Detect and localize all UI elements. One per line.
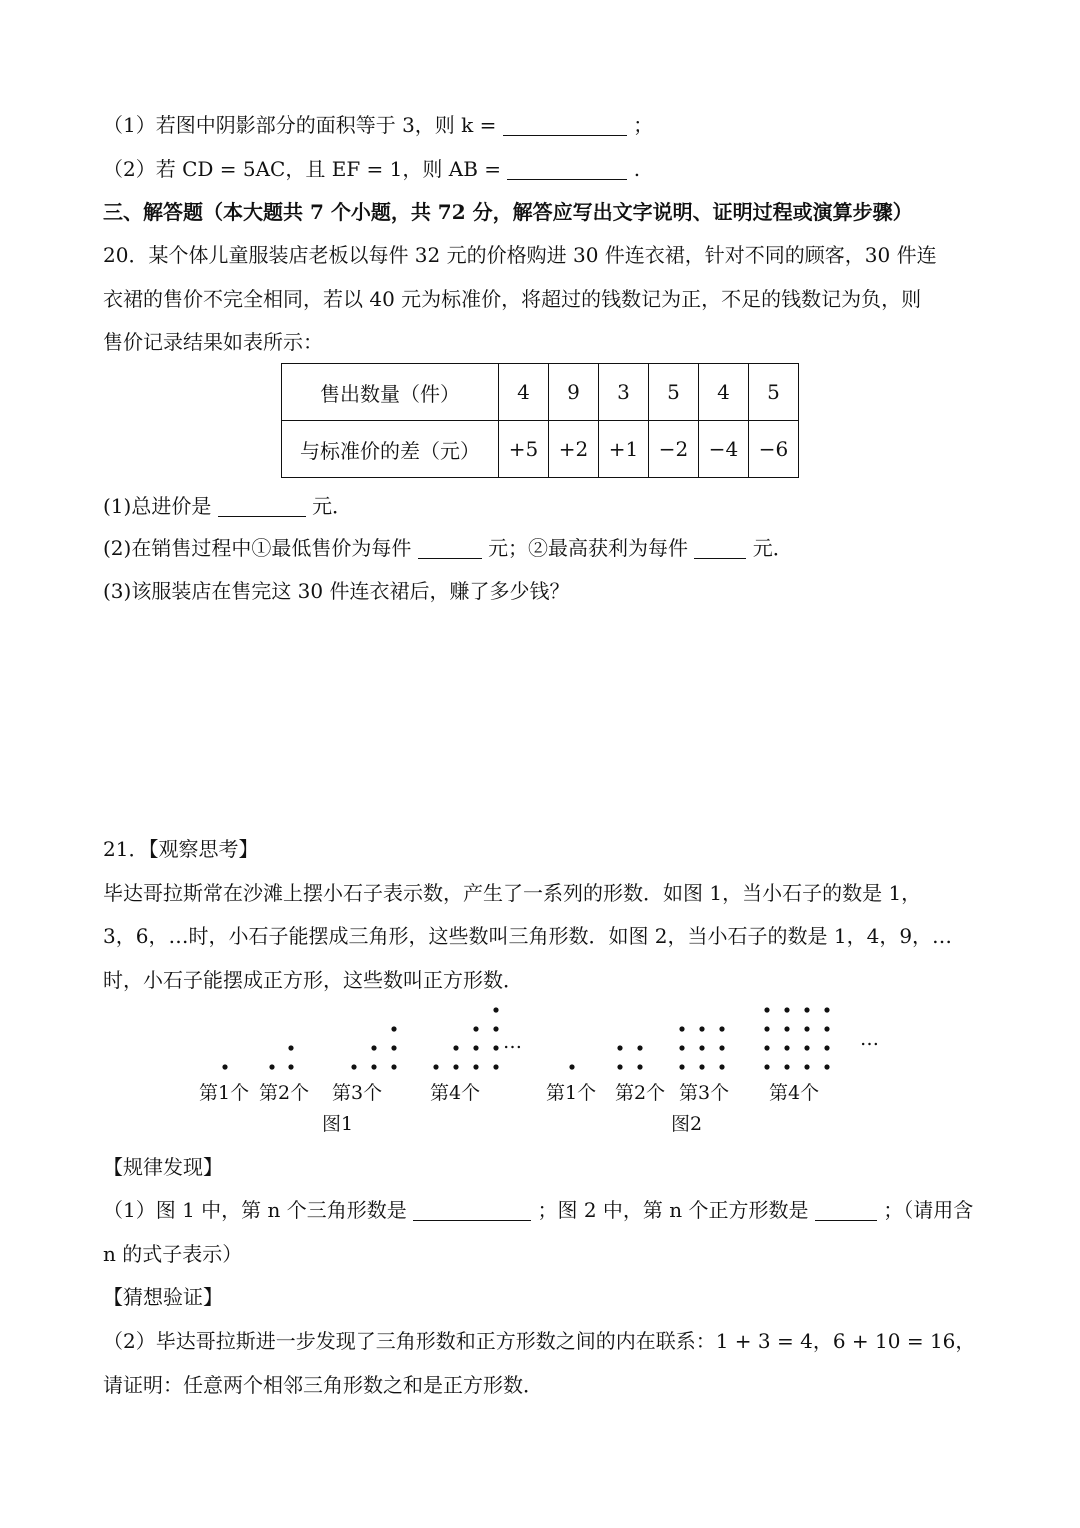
pebble-dot — [784, 1007, 789, 1012]
pebble-dot — [804, 1026, 809, 1031]
q20-line-1: 20．某个体儿童服装店老板以每件 32 元的价格购进 30 件连衣裙，针对不同的顾客，30 件连 — [103, 243, 937, 267]
q20-sub-3: (3)该服装店在售完这 30 件连衣裙后，赚了多少钱？ — [103, 579, 570, 603]
pebble-dot — [804, 1045, 809, 1050]
answer-blank[interactable] — [503, 115, 627, 136]
q20-sub-2-text: (2)在销售过程中①最低售价为每件 — [103, 536, 412, 560]
dot-pattern-figure — [0, 995, 1080, 1140]
pebble-dot — [637, 1064, 642, 1069]
pebble-dot — [824, 1064, 829, 1069]
figure-caption: 图1 — [322, 1113, 354, 1135]
pebble-dot — [679, 1045, 684, 1050]
table-cell: 5 — [649, 364, 699, 421]
table-cell: 5 — [749, 364, 799, 421]
pebble-dot — [569, 1064, 574, 1069]
table-row — [282, 421, 799, 478]
pebble-dot — [493, 1026, 498, 1031]
pebble-dot — [222, 1064, 227, 1069]
pebble-dot — [391, 1026, 396, 1031]
answer-blank[interactable] — [694, 538, 746, 559]
table-row-label: 与标准价的差（元） — [282, 421, 499, 478]
pebble-dot — [637, 1045, 642, 1050]
pebble-dot — [493, 1045, 498, 1050]
figure-label: 第2个 — [615, 1082, 666, 1104]
table-cell: −6 — [749, 421, 799, 478]
table-row-label: 售出数量（件） — [282, 364, 499, 421]
q21-para-1: 毕达哥拉斯常在沙滩上摆小石子表示数，产生了一系列的形数．如图 1，当小石子的数是 1， — [103, 881, 922, 905]
q19-2-text: （2）若 CD = 5AC，且 EF = 1，则 AB = — [103, 157, 502, 181]
pebble-dot — [804, 1064, 809, 1069]
pebble-dot — [824, 1007, 829, 1012]
q21-para-2: 3，6，…时，小石子能摆成三角形，这些数叫三角形数．如图 2，当小石子的数是 1，4，9，… — [103, 924, 953, 948]
pebble-dot — [493, 1007, 498, 1012]
pebble-dot — [764, 1064, 769, 1069]
answer-blank[interactable] — [418, 538, 482, 559]
q20-sub-1-unit: 元． — [312, 494, 353, 518]
q20-sub-1 — [103, 492, 352, 520]
table-cell: −2 — [649, 421, 699, 478]
pebble-dot — [453, 1064, 458, 1069]
table-cell: +2 — [549, 421, 599, 478]
table-cell: 4 — [699, 364, 749, 421]
pebble-dot — [764, 1045, 769, 1050]
pebble-dot — [699, 1045, 704, 1050]
q20-sub-2 — [103, 534, 793, 562]
verify-question-2: （2）毕达哥拉斯进一步发现了三角形数和正方形数之间的内在联系：1 + 3 = 4，6 + 10 = 16， — [103, 1329, 976, 1353]
rule-question-1 — [103, 1196, 973, 1224]
q20-sub-1-text: (1)总进价是 — [103, 494, 212, 518]
pebble-dot — [784, 1026, 789, 1031]
pebble-dot — [391, 1045, 396, 1050]
table-cell: +5 — [499, 421, 549, 478]
figure-caption: 图2 — [671, 1113, 703, 1135]
q19-1-end: ； — [633, 113, 654, 137]
pebble-dot — [764, 1007, 769, 1012]
pebble-dot — [453, 1045, 458, 1050]
pebble-dot — [288, 1064, 293, 1069]
pebble-dot — [371, 1064, 376, 1069]
answer-blank[interactable] — [815, 1200, 877, 1221]
figure-1-dots — [222, 1007, 498, 1069]
pebble-dot — [617, 1064, 622, 1069]
question-19-part-2 — [103, 155, 640, 183]
figure-label: 第2个 — [259, 1082, 310, 1104]
table-cell: −4 — [699, 421, 749, 478]
figure-label: 第4个 — [769, 1082, 820, 1104]
pebble-dot — [784, 1045, 789, 1050]
ellipsis: … — [503, 1031, 522, 1053]
table-cell: +1 — [599, 421, 649, 478]
pebble-dot — [391, 1064, 396, 1069]
q21-para-3: 时，小石子能摆成正方形，这些数叫正方形数． — [103, 968, 523, 992]
table-cell: 4 — [499, 364, 549, 421]
figure-2-dots — [569, 1007, 829, 1069]
pebble-dot — [679, 1026, 684, 1031]
pebble-dot — [269, 1064, 274, 1069]
pebble-dot — [699, 1026, 704, 1031]
q20-sub-2-text-b: 元；②最高获利为每件 — [488, 536, 689, 560]
pebble-dot — [784, 1064, 789, 1069]
pebble-dot — [679, 1064, 684, 1069]
answer-blank[interactable] — [413, 1200, 531, 1221]
pebble-dot — [719, 1045, 724, 1050]
pebble-dot — [351, 1064, 356, 1069]
table-row — [282, 364, 799, 421]
rule-q1-text-c: ；（请用含 — [883, 1198, 974, 1222]
pebble-dot — [473, 1026, 478, 1031]
pebble-dot — [371, 1045, 376, 1050]
pebble-dot — [719, 1064, 724, 1069]
table-cell: 9 — [549, 364, 599, 421]
pebble-dot — [824, 1045, 829, 1050]
pebble-dot — [719, 1026, 724, 1031]
figure-label: 第3个 — [679, 1082, 730, 1104]
q20-sub-2-unit: 元． — [752, 536, 793, 560]
question-19-part-1 — [103, 111, 653, 139]
verify-question-2-cont: 请证明：任意两个相邻三角形数之和是正方形数． — [103, 1373, 543, 1397]
pebble-dot — [699, 1064, 704, 1069]
q21-header: 21．【观察思考】 — [103, 837, 259, 861]
figure-label: 第4个 — [430, 1082, 481, 1104]
figure-label: 第1个 — [199, 1082, 250, 1104]
table-cell: 3 — [599, 364, 649, 421]
ellipsis: … — [860, 1028, 879, 1050]
figure-label: 第1个 — [546, 1082, 597, 1104]
rule-q1-text: （1）图 1 中，第 n 个三角形数是 — [103, 1198, 407, 1222]
pebble-dot — [804, 1007, 809, 1012]
section-title: 三、解答题（本大题共 7 个小题，共 72 分，解答应写出文字说明、证明过程或演算步骤） — [103, 200, 913, 224]
q19-2-end: . — [633, 157, 641, 181]
pebble-dot — [493, 1064, 498, 1069]
rule-header: 【规律发现】 — [103, 1155, 223, 1179]
verify-header: 【猜想验证】 — [103, 1285, 223, 1309]
q20-line-3: 售价记录结果如表所示： — [103, 330, 323, 354]
pebble-dot — [433, 1064, 438, 1069]
rule-q1-text-b: ；图 2 中，第 n 个正方形数是 — [537, 1198, 809, 1222]
pebble-dot — [764, 1026, 769, 1031]
rule-question-1-cont: n 的式子表示） — [103, 1242, 243, 1266]
answer-blank[interactable] — [507, 159, 627, 180]
pebble-dot — [473, 1045, 478, 1050]
pebble-dot — [288, 1045, 293, 1050]
q20-line-2: 衣裙的售价不完全相同，若以 40 元为标准价，将超过的钱数记为正，不足的钱数记为负，则 — [103, 287, 922, 311]
pebble-dot — [824, 1026, 829, 1031]
q19-1-text: （1）若图中阴影部分的面积等于 3，则 k = — [103, 113, 497, 137]
figure-label: 第3个 — [332, 1082, 383, 1104]
pebble-dot — [617, 1045, 622, 1050]
price-table — [281, 363, 799, 478]
answer-blank[interactable] — [218, 496, 306, 517]
pebble-dot — [473, 1064, 478, 1069]
